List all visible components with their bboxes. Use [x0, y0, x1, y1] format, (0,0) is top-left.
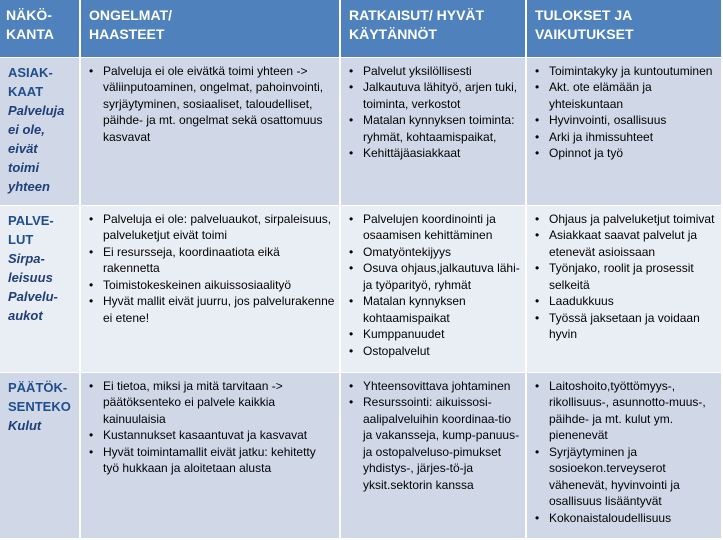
list-item: • Kehittäjäasiakkaat	[363, 145, 521, 162]
list-item: • Jalkautuva lähityö, arjen tuki, toiminta, verkostot	[363, 79, 521, 112]
header-results-text: TULOKSET JA VAIKUTUKSET	[535, 7, 634, 42]
header-problems	[80, 0, 340, 57]
list-item: • Matalan kynnyksen kohtaamispaikat	[363, 293, 521, 326]
list-item: • Toimistokeskeinen aikuissosiaalityö	[103, 277, 335, 294]
results-list	[527, 58, 721, 162]
row-label-main: PÄÄTÖK- SENTEKO	[8, 379, 71, 414]
table-row-services	[0, 205, 722, 372]
list-item: • Asiakkaat saavat palvelut ja etenevät asioissaan	[549, 227, 717, 260]
cell-results	[526, 57, 722, 205]
row-label-clients	[0, 57, 80, 205]
list-item: • Matalan kynnyksen toiminta: ryhmät, kohtaamispaikat,	[363, 112, 521, 145]
header-results	[526, 0, 722, 57]
header-solutions	[340, 0, 526, 57]
list-item: • Ohjaus ja palveluketjut toimivat	[549, 211, 717, 228]
problems-list	[81, 373, 339, 477]
list-item: • Palvelujen koordinointi ja osaamisen kehittäminen	[363, 211, 521, 244]
list-item: • Kokonaistaloudellisuus	[549, 510, 717, 527]
cell-solutions	[340, 372, 526, 538]
list-item: • Syrjäytyminen ja sosioekon.terveyserot vähenevät, hyvinvointi ja osallisuus lisääntyvät	[549, 444, 717, 510]
list-item: • Ostopalvelut	[363, 343, 521, 360]
list-item: • Palveluja ei ole: palveluaukot, sirpaleisuus, palveluketjut eivät toimi	[103, 211, 335, 244]
list-item: • Toimintakyky ja kuntoutuminen	[549, 63, 717, 80]
solutions-list	[341, 373, 525, 494]
table-row-clients	[0, 57, 722, 205]
row-label-services	[0, 205, 80, 372]
list-item: • Yhteensovittava johtaminen	[363, 378, 521, 395]
list-item: • Arki ja ihmissuhteet	[549, 129, 717, 146]
list-item: • Osuva ohjaus,jalkautuva lähi- ja työparityö, ryhmät	[363, 260, 521, 293]
list-item: • Kustannukset kasaantuvat ja kasvavat	[103, 427, 335, 444]
list-item: • Työssä jaksetaan ja voidaan hyvin	[549, 310, 717, 343]
list-item: • Hyvät toimintamallit eivät jatku: kehitetty työ hukkaan ja aloitetaan alusta	[103, 444, 335, 477]
header-problems-text: ONGELMAT/ HAASTEET	[89, 7, 172, 42]
row-label-sub: Kulut	[8, 417, 42, 433]
cell-solutions	[340, 57, 526, 205]
list-item: • Hyvinvointi, osallisuus	[549, 112, 717, 129]
solutions-list	[341, 206, 525, 360]
row-label-sub: Sirpa- leisuus Palvelu- aukot	[8, 250, 58, 323]
header-solutions-text: RATKAISUT/ HYVÄT KÄYTÄNNÖT	[349, 7, 485, 42]
row-label-sub: Palveluja ei ole, eivät toimi yhteen	[8, 102, 65, 194]
results-list	[527, 373, 721, 527]
list-item: • Akt. ote elämään ja yhteiskuntaan	[549, 79, 717, 112]
header-row	[0, 0, 722, 57]
cell-problems	[80, 205, 340, 372]
list-item: • Ei tietoa, miksi ja mitä tarvitaan -> päätöksenteko ei palvele kaikkia kainuulaisia	[103, 378, 335, 428]
solutions-list	[341, 58, 525, 162]
row-label-main: ASIAK- KAAT	[8, 64, 53, 99]
list-item: • Laadukkuus	[549, 293, 717, 310]
results-list	[527, 206, 721, 343]
table-row-decision-making	[0, 372, 722, 538]
problems-list	[81, 58, 339, 146]
cell-results	[526, 372, 722, 538]
list-item: • Ei resursseja, koordinaatiota eikä rakennetta	[103, 244, 335, 277]
problems-list	[81, 206, 339, 327]
cell-results	[526, 205, 722, 372]
list-item: • Palvelut yksilöllisesti	[363, 63, 521, 80]
list-item: • Kumppanuudet	[363, 326, 521, 343]
list-item: • Omatyöntekijyys	[363, 244, 521, 261]
cell-solutions	[340, 205, 526, 372]
cell-problems	[80, 57, 340, 205]
row-label-decision-making	[0, 372, 80, 538]
header-perspective-text: NÄKÖ- KANTA	[6, 7, 54, 42]
list-item: • Hyvät mallit eivät juurru, jos palvelurakenne ei etene!	[103, 293, 335, 326]
list-item: • Palveluja ei ole eivätkä toimi yhteen -> väliinputoaminen, ongelmat, pahoinvointi, syrjäytyminen, sosiaaliset, taloudelliset, päihde- ja mt. ongelmat sekä osattomuus kasvavat	[103, 63, 335, 146]
list-item: • Resurssointi: aikuissosi-aalipalveluihin koordinaa-tio ja vakansseja, kump-panuus- ja ostopalveluso-pimukset yhdistys-, järjes-tö-ja yksit.sektorin kanssa	[363, 394, 521, 493]
row-label-main: PALVE- LUT	[8, 212, 54, 247]
cell-problems	[80, 372, 340, 538]
list-item: • Laitoshoito,työttömyys-, rikollisuus-, asunnotto-muus-, päihde- ja mt. kulut ym. pienenevät	[549, 378, 717, 444]
header-perspective	[0, 0, 80, 57]
list-item: • Opinnot ja työ	[549, 145, 717, 162]
list-item: • Työnjako, roolit ja prosessit selkeitä	[549, 260, 717, 293]
